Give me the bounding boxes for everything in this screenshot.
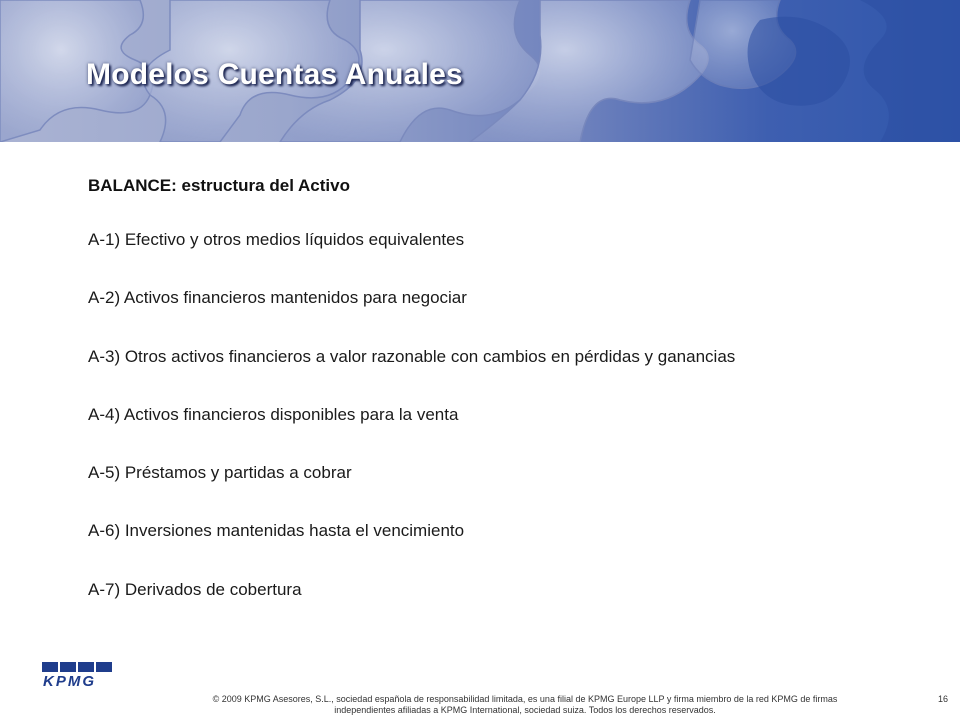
copyright-line: independientes afiliadas a KPMG International, sociedad suiza. Todos los derechos reservados.	[334, 705, 716, 715]
asset-structure-list	[88, 226, 735, 634]
kpmg-logo	[42, 662, 114, 688]
section-title: BALANCE: estructura del Activo	[88, 176, 350, 195]
list-item: A-2) Activos financieros mantenidos para negociar	[88, 288, 467, 308]
list-item: A-6) Inversiones mantenidas hasta el vencimiento	[88, 521, 465, 541]
footer-copyright	[130, 694, 920, 716]
page-number: 16	[938, 694, 949, 704]
copyright-line: © 2009 KPMG Asesores, S.L., sociedad española de responsabilidad limitada, es una filial de KPMG Europe LLP y firma miembro de la red KPMG de firmas	[212, 694, 838, 704]
list-item: A-3) Otros activos financieros a valor razonable con cambios en pérdidas y ganancias	[88, 346, 736, 366]
list-item: A-1) Efectivo y otros medios líquidos equivalentes	[88, 230, 465, 249]
list-item: A-5) Préstamos y partidas a cobrar	[88, 463, 352, 483]
page-title: Modelos Cuentas Anuales	[86, 58, 463, 91]
svg-text:KPMG: KPMG	[43, 673, 96, 688]
list-item: A-4) Activos financieros disponibles para la venta	[88, 404, 459, 424]
list-item: A-7) Derivados de cobertura	[88, 579, 302, 599]
header-banner	[0, 0, 960, 142]
